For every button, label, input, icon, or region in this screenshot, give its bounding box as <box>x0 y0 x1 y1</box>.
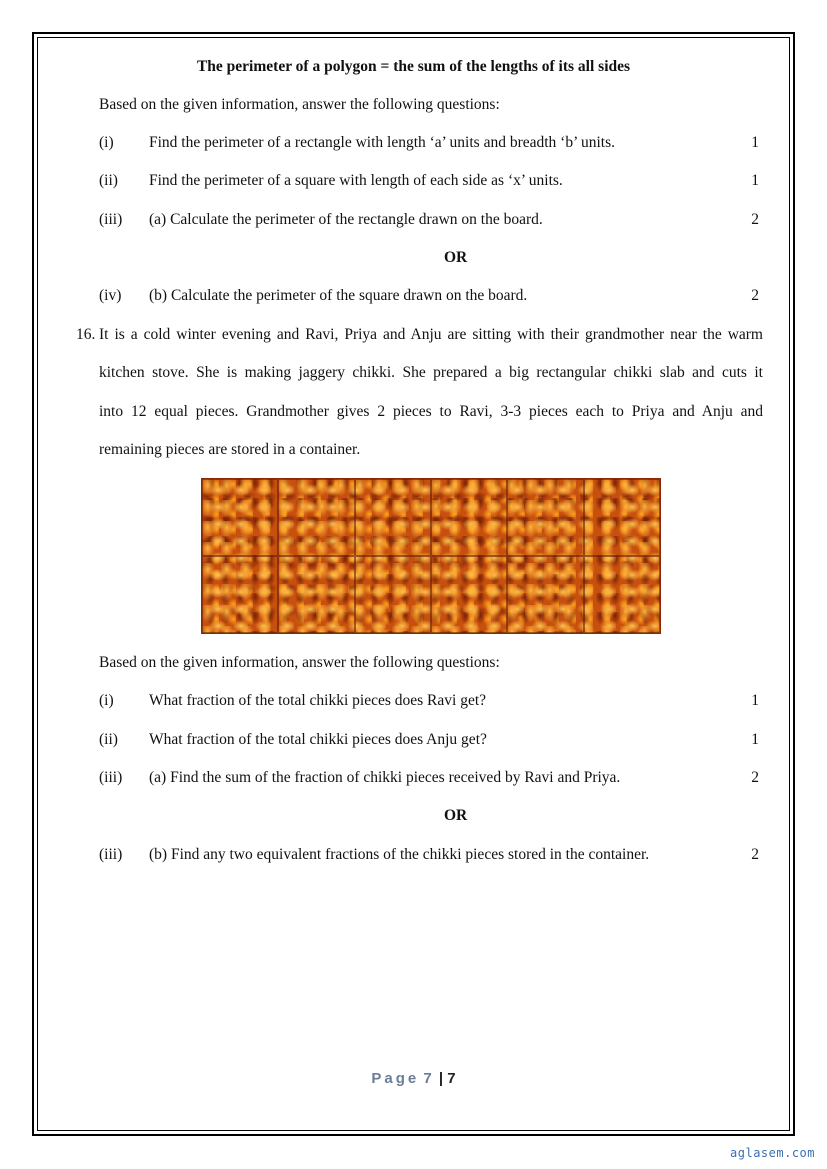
current-page: 7 <box>423 1070 435 1087</box>
page-separator: | <box>438 1070 444 1087</box>
or-separator: OR <box>444 249 468 266</box>
page-footer <box>0 1070 827 1087</box>
page-label: Page <box>371 1070 420 1087</box>
chikki-piece <box>355 556 431 633</box>
q16-paragraph-line: It is a cold winter evening and Ravi, Priya and Anju are sitting with their grandmother near the warm <box>99 326 763 343</box>
item-text: (a) Find the sum of the fraction of chikki pieces received by Ravi and Priya. <box>149 769 621 786</box>
q16-paragraph-line: kitchen stove. She is making jaggery chikki. She prepared a big rectangular chikki slab and cuts it <box>99 364 763 381</box>
item-number: (iii) <box>99 769 123 786</box>
item-text: (a) Calculate the perimeter of the rectangle drawn on the board. <box>149 211 543 228</box>
item-number: (i) <box>99 134 114 151</box>
total-pages: 7 <box>447 1070 456 1087</box>
chikki-piece <box>507 556 583 633</box>
item-marks: 1 <box>751 172 759 189</box>
chikki-pieces-grid <box>202 479 660 633</box>
item-number: (ii) <box>99 172 118 189</box>
item-marks: 2 <box>751 769 759 786</box>
chikki-piece <box>431 479 507 556</box>
q16-intro: Based on the given information, answer the following questions: <box>99 654 500 671</box>
item-text: (b) Calculate the perimeter of the square drawn on the board. <box>149 287 528 304</box>
chikki-piece <box>584 556 660 633</box>
question-number: 16. <box>76 326 96 343</box>
item-number: (iv) <box>99 287 122 304</box>
item-text: What fraction of the total chikki pieces does Ravi get? <box>149 692 487 709</box>
perimeter-definition: The perimeter of a polygon = the sum of the lengths of its all sides <box>196 58 631 75</box>
item-text: Find the perimeter of a rectangle with length ‘a’ units and breadth ‘b’ units. <box>149 134 615 151</box>
item-marks: 1 <box>751 134 759 151</box>
item-marks: 2 <box>751 846 759 863</box>
item-text: Find the perimeter of a square with length of each side as ‘x’ units. <box>149 172 563 189</box>
chikki-slab-image <box>202 479 660 633</box>
item-text: What fraction of the total chikki pieces does Anju get? <box>149 731 487 748</box>
item-marks: 2 <box>751 287 759 304</box>
or-separator: OR <box>444 807 468 824</box>
chikki-piece <box>431 556 507 633</box>
q16-paragraph-line: remaining pieces are stored in a container. <box>99 441 361 458</box>
item-marks: 1 <box>751 731 759 748</box>
chikki-piece <box>202 556 278 633</box>
item-text: (b) Find any two equivalent fractions of the chikki pieces stored in the container. <box>149 846 650 863</box>
chikki-piece <box>507 479 583 556</box>
item-marks: 1 <box>751 692 759 709</box>
q15-intro: Based on the given information, answer the following questions: <box>99 96 500 113</box>
item-marks: 2 <box>751 211 759 228</box>
chikki-piece <box>355 479 431 556</box>
watermark-text: aglasem.com <box>730 1146 815 1160</box>
item-number: (iii) <box>99 846 123 863</box>
chikki-piece <box>202 479 278 556</box>
chikki-piece <box>584 479 660 556</box>
item-number: (ii) <box>99 731 118 748</box>
q16-paragraph-line: into 12 equal pieces. Grandmother gives 2 pieces to Ravi, 3-3 pieces each to Priya and Anju and <box>99 403 763 420</box>
item-number: (i) <box>99 692 114 709</box>
chikki-piece <box>278 479 354 556</box>
chikki-piece <box>278 556 354 633</box>
item-number: (iii) <box>99 211 123 228</box>
